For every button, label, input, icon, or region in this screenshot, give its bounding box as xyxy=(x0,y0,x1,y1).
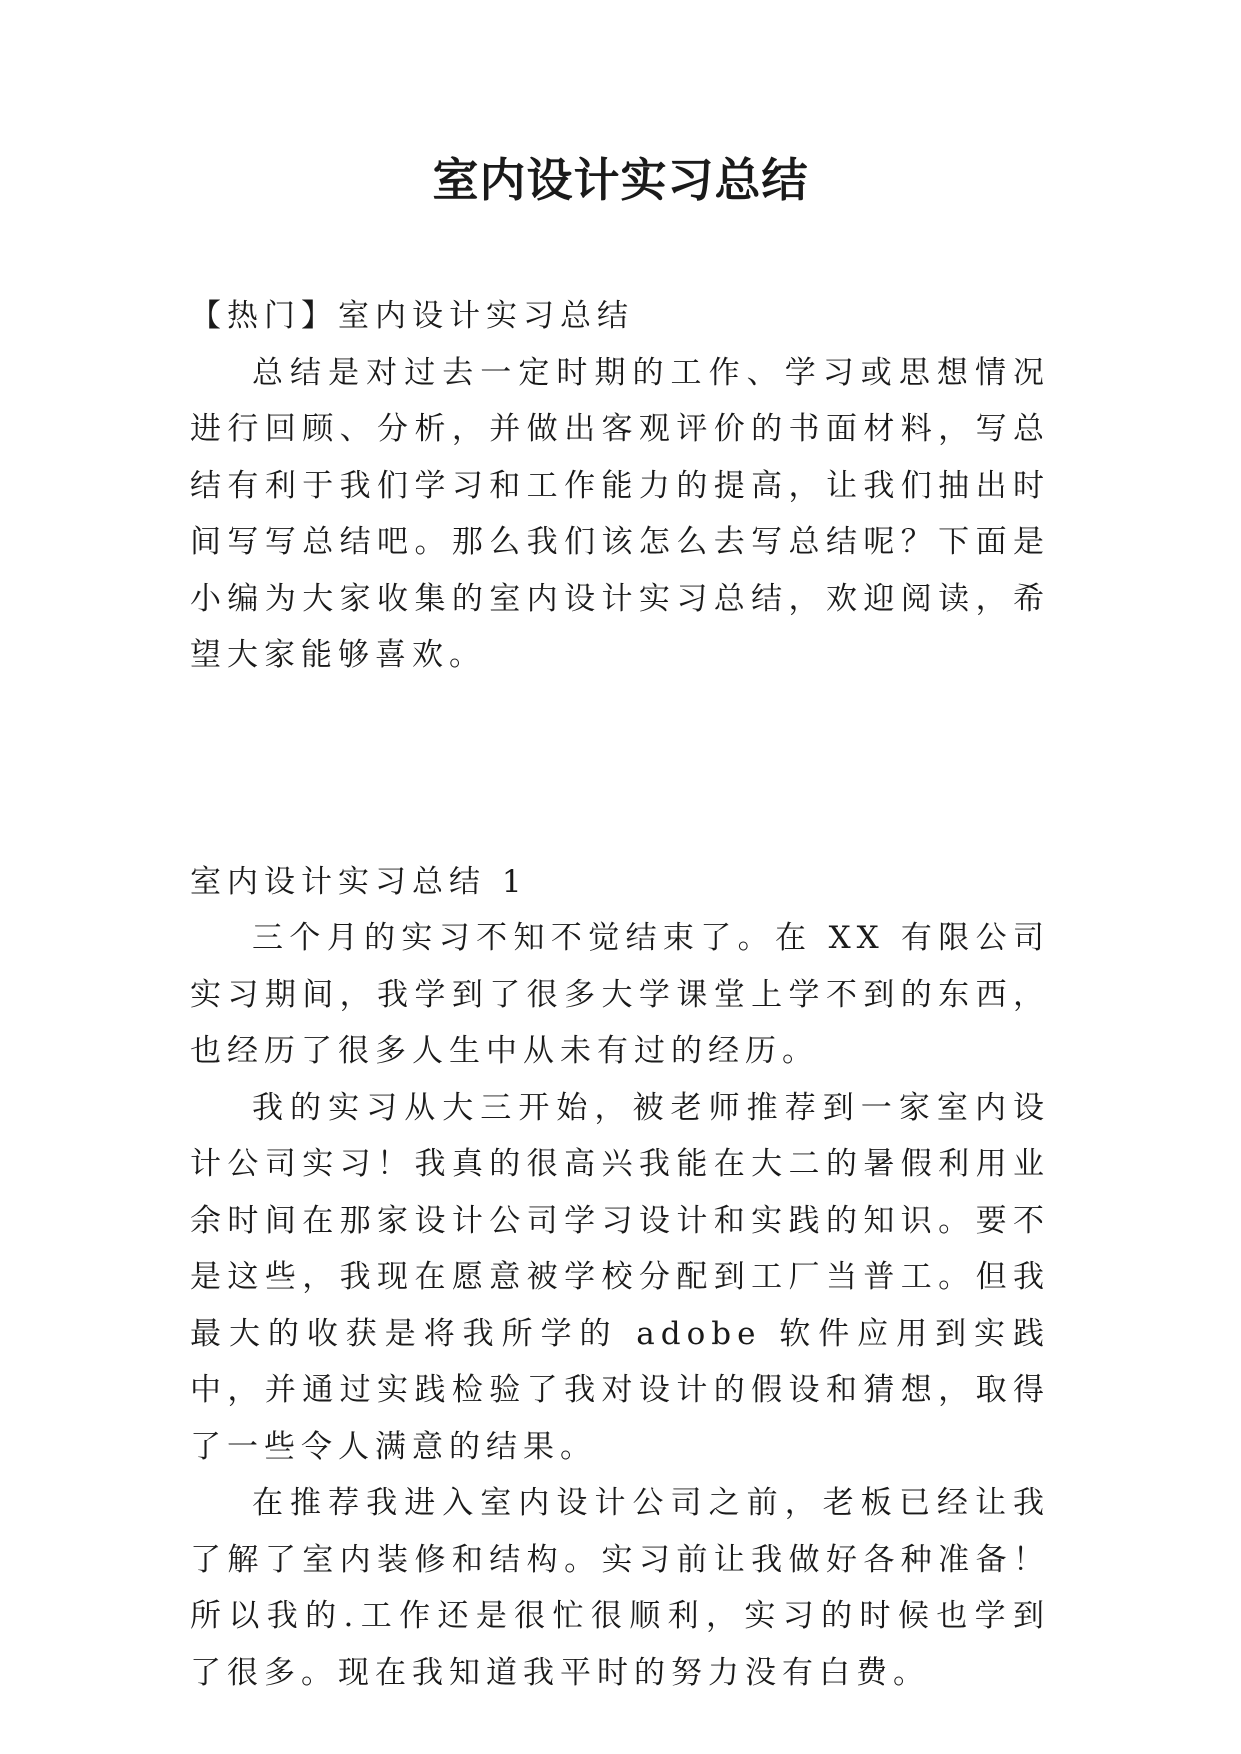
section-heading: 室内设计实习总结 1 xyxy=(190,863,528,900)
body-paragraph: 三个月的实习不知不觉结束了。在 XX 有限公司实习期间，我学到了很多大学课堂上学不到的东西，也经历了很多人生中从未有过的经历。 xyxy=(190,920,1050,1069)
body-paragraph: 在推荐我进入室内设计公司之前，老板已经让我了解了室内装修和结构。实习前让我做好各种准备！所以我的.工作还是很忙很顺利，实习的时候也学到了很多。现在我知道我平时的努力没有白费。 xyxy=(190,1485,1050,1691)
document-title: 室内设计实习总结 xyxy=(432,153,809,207)
body-paragraph: 我的实习从大三开始，被老师推荐到一家室内设计公司实习！我真的很高兴我能在大二的暑假利用业余时间在那家设计公司学习设计和实践的知识。要不是这些，我现在愿意被学校分配到工厂当普工。但我最大的收获是将我所学的 adobe 软件应用到实践中，并通过实践检验了我对设计的假设和猜想，取得了一些令人满意的结果。 xyxy=(190,1089,1050,1465)
intro-heading: 【热门】室内设计实习总结 xyxy=(190,298,634,334)
intro-paragraph: 总结是对过去一定时期的工作、学习或思想情况进行回顾、分析，并做出客观评价的书面材料，写总结有利于我们学习和工作能力的提高，让我们抽出时间写写总结吧。那么我们该怎么去写总结呢？下面是小编为大家收集的室内设计实习总结，欢迎阅读，希望大家能够喜欢。 xyxy=(190,354,1050,673)
section-spacer xyxy=(190,684,1050,854)
document-body xyxy=(190,288,1050,1701)
